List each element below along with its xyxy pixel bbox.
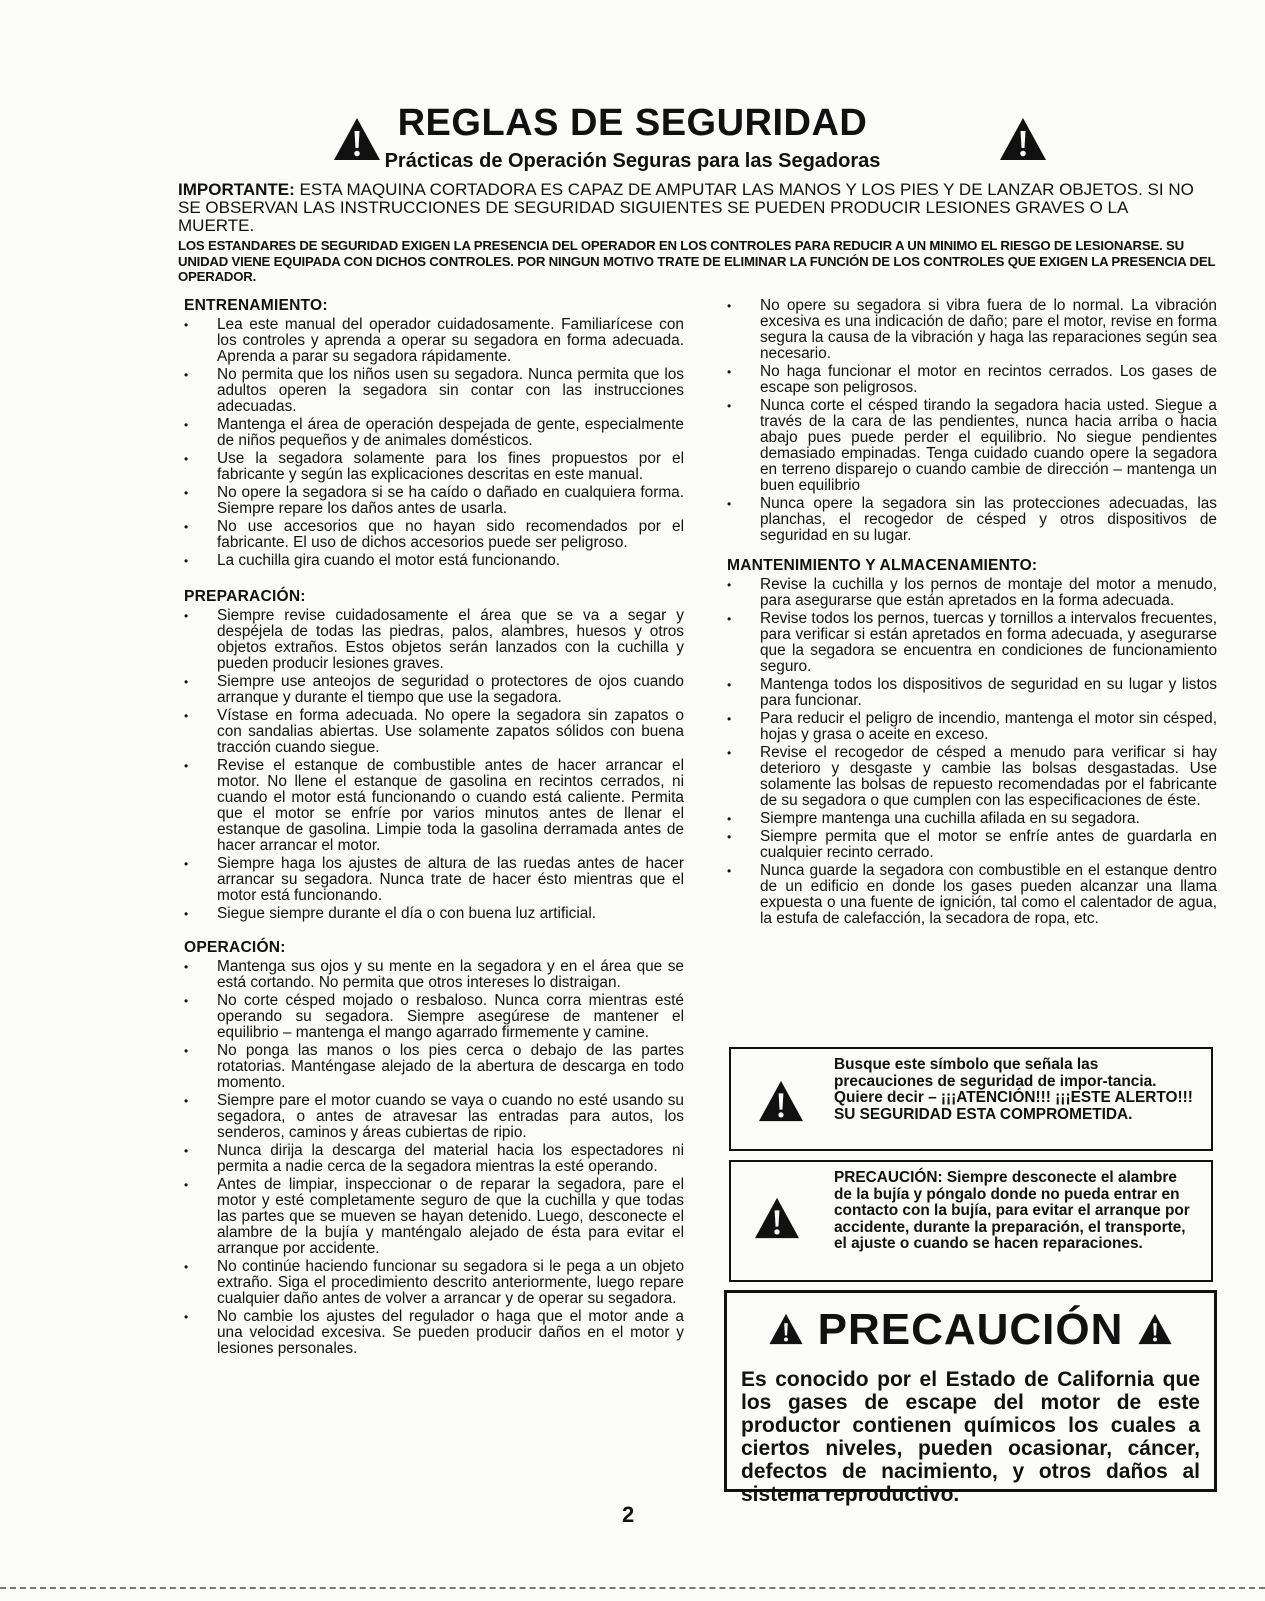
list-item: • La cuchilla gira cuando el motor está funcionando. (184, 553, 684, 569)
list-item: • Nunca dirija la descarga del material hacia los espectadores ni permita a nadie cerca de la segadora mientras la esté operando. (184, 1143, 684, 1175)
preparation-list (184, 608, 684, 922)
list-item: • No continúe haciendo funcionar su segadora si le pega a un objeto extraño. Siga el procedimiento descrito anteriormente, luego repare cualquier daño antes de volver a arrancar y de operar su segadora. (184, 1259, 684, 1307)
standards-notice: LOS ESTANDARES DE SEGURIDAD EXIGEN LA PRESENCIA DEL OPERADOR EN LOS CONTROLES PARA REDUCIR A UN MINIMO EL RIESGO DE LESIONARSE. SU UNIDAD VIENE EQUIPADA CON DICHOS CONTROLES. POR NINGUN MOTIVO TRATE DE ELIMINAR LA FUNCIÓN DE LOS CONTROLES QUE EXIGEN LA PRESENCIA DEL OPERADOR. (178, 238, 1216, 284)
california-warning-heading (727, 1305, 1214, 1355)
warning-triangle-icon (753, 1196, 801, 1240)
warning-triangle-icon (757, 1079, 805, 1123)
page-number: 2 (622, 1502, 635, 1527)
warning-triangle-icon (768, 1312, 804, 1346)
list-item: • Siempre mantenga una cuchilla afilada en su segadora. (727, 811, 1217, 827)
list-item: • Siempre use anteojos de seguridad o protectores de ojos cuando arranque y durante el tiempo que use la segadora. (184, 674, 684, 706)
list-item: • Mantenga el área de operación despejada de gente, especialmente de niños pequeños y de animales domésticos. (184, 417, 684, 449)
operation-continued-list (727, 298, 1217, 544)
safety-symbol-notice-box (729, 1047, 1213, 1151)
training-list (184, 317, 684, 569)
list-item: • No cambie los ajustes del regulador o haga que el motor ande a una velocidad excesiva. Se pueden producir daños en el motor y lesiones personales. (184, 1309, 684, 1357)
operation-list (184, 959, 684, 1357)
list-item: • Siempre haga los ajustes de altura de las ruedas antes de hacer arrancar su segadora. Nunca trate de hacer ésto mientras que el motor está funcionando. (184, 856, 684, 904)
list-item: • No permita que los niños usen su segadora. Nunca permita que los adultos operen la segadora sin contar con las instrucciones adecuadas. (184, 367, 684, 415)
page-edge-divider (0, 1587, 1265, 1591)
section-heading-maintenance: MANTENIMIENTO Y ALMACENAMIENTO: (727, 557, 1038, 574)
list-item: • Siegue siempre durante el día o con buena luz artificial. (184, 906, 684, 922)
list-item: • Nunca corte el césped tirando la segadora hacia usted. Siegue a través de la cara de las pendientes, nunca hacia arriba o hacia abajo pues puede perder el equilibrio. No siegue pendientes demasiado empinadas. Tenga cuidado cuando opere la segadora en terreno disparejo o cuando cambie de dirección – mantenga un buen equilibrio (727, 398, 1217, 494)
list-item: • No opere la segadora si se ha caído o dañado en cualquiera forma. Siempre repare los daños antes de usarla. (184, 485, 684, 517)
list-item: • No use accesorios que no hayan sido recomendados por el fabricante. El uso de dichos accesorios puede ser peligroso. (184, 519, 684, 551)
list-item: • Antes de limpiar, inspeccionar o de reparar la segadora, pare el motor y esté completamente seguro de que la cuchilla y que todas las partes que se mueven se hayan detenido. Luego, desconecte el alambre de la bujía y manténgalo alejado de ésta para evitar el arranque por accidente. (184, 1177, 684, 1257)
list-item: • Revise todos los pernos, tuercas y tornillos a intervalos frecuentes, para verificar si están apretados en forma adecuada, y asegurarse que la segadora se encuentra en condiciones de funcionamiento seguro. (727, 611, 1217, 675)
left-column (184, 298, 684, 1367)
list-item: • Vístase en forma adecuada. No opere la segadora sin zapatos o con sandalias abiertas. Use solamente zapatos sólidos con buena tracción cuando siegue. (184, 708, 684, 756)
section-heading-preparation: PREPARACIÓN: (184, 588, 306, 605)
safety-symbol-notice-text: Busque este símbolo que señala las precauciones de seguridad de impor-tancia. Quiere decir – ¡¡¡ATENCIÓN!!! ¡¡¡ESTE ALERTO!!! SU SEGURIDAD ESTA COMPROMETIDA. (834, 1056, 1193, 1123)
list-item: • Revise el estanque de combustible antes de hacer arrancar el motor. No llene el estanque de gasolina en recintos cerrados, ni cuando el motor está funcionando o cuando está caliente. Permita que el motor se enfríe por varios minutos antes de llenar el estanque de gasolina. Limpie toda la gasolina derramada antes de hacer arrancar el motor. (184, 758, 684, 854)
california-warning-title: PRECAUCIÓN (817, 1305, 1124, 1354)
california-warning-box (724, 1290, 1217, 1506)
list-item: • Nunca opere la segadora sin las protecciones adecuadas, las planchas, el recogedor de césped y otros dispositivos de seguridad en su lugar. (727, 496, 1217, 544)
list-item: • Siempre pare el motor cuando se vaya o cuando no esté usando su segadora, o antes de atravesar las entradas para autos, los senderos, caminos y áreas cubiertas de ripio. (184, 1093, 684, 1141)
warning-triangle-icon (998, 116, 1048, 162)
list-item: • Siempre permita que el motor se enfríe antes de guardarla en cualquier recinto cerrado. (727, 829, 1217, 861)
maintenance-list (727, 577, 1217, 927)
list-item: • Nunca guarde la segadora con combustible en el estanque dentro de un edificio en donde los gases pueden alcanzar una llama expuesta o una fuente de ignición, tal como el calentador de agua, la estufa de calefacción, la secadora de ropa, etc. (727, 863, 1217, 927)
list-item: • No opere su segadora si vibra fuera de lo normal. La vibración excesiva es una indicación de daño; pare el motor, revise en forma segura la causa de la vibración y haga las reparaciones según sea necesario. (727, 298, 1217, 362)
list-item: • Revise el recogedor de césped a menudo para verificar si hay deterioro y desgaste y cambie las bolsas desgastadas. Use solamente las bolsas de repuesto recomendadas por el fabricante de su segadora o que cumplen con las especificaciones de éste. (727, 745, 1217, 809)
right-column (727, 298, 1217, 937)
list-item: • Use la segadora solamente para los fines propuestos por el fabricante y según las explicaciones descritas en este manual. (184, 451, 684, 483)
caution-box-text: PRECAUCIÓN: Siempre desconecte el alambre de la bujía y póngalo donde no pueda entrar en contacto con la bujía, para evitar el arranque por accidente, durante la preparación, el transporte, el ajuste o cuando se hacen reparaciones. (834, 1169, 1190, 1252)
page-title: REGLAS DE SEGURIDAD (397, 102, 868, 144)
list-item: • Siempre revise cuidadosamente el área que se va a segar y despéjela de todas las piedras, palos, alambres, huesos y otros objetos extraños. Estos objetos serán lanzados con la cuchilla y pueden producir lesiones graves. (184, 608, 684, 672)
california-warning-text: Es conocido por el Estado de California que los gases de escape del motor de este productor contienen químicos los cuales a ciertos niveles, pueden ocasionar, cáncer, defectos de nacimiento, y otros daños al sistema reproductivo. (741, 1368, 1200, 1506)
important-label: IMPORTANTE: (178, 180, 295, 199)
list-item: • No haga funcionar el motor en recintos cerrados. Los gases de escape son peligrosos. (727, 364, 1217, 396)
warning-triangle-icon (1137, 1312, 1173, 1346)
section-heading-training: ENTRENAMIENTO: (184, 297, 328, 314)
list-item: • Revise la cuchilla y los pernos de montaje del motor a menudo, para asegurarse que están apretados en la forma adecuada. (727, 577, 1217, 609)
list-item: • Para reducir el peligro de incendio, mantenga el motor sin césped, hojas y grasa o aceite en exceso. (727, 711, 1217, 743)
important-notice (178, 181, 1208, 235)
list-item: • No corte césped mojado o resbaloso. Nunca corra mientras esté operando su segadora. Siempre asegúrese de mantener el equilibrio – mantenga el mango agarrado firmemente y camine. (184, 993, 684, 1041)
list-item: • Mantenga todos los dispositivos de seguridad en su lugar y listos para funcionar. (727, 677, 1217, 709)
caution-box (729, 1160, 1213, 1282)
important-text: ESTA MAQUINA CORTADORA ES CAPAZ DE AMPUTAR LAS MANOS Y LOS PIES Y DE LANZAR OBJETOS. SI NO SE OBSERVAN LAS INSTRUCCIONES DE SEGURIDAD SIGUIENTES SE PUEDEN PRODUCIR LESIONES GRAVES O LA MUERTE. (178, 180, 1194, 235)
section-heading-operation: OPERACIÓN: (184, 939, 286, 956)
page-subtitle: Prácticas de Operación Seguras para las Segadoras (384, 150, 881, 172)
list-item: • Mantenga sus ojos y su mente en la segadora y en el área que se está cortando. No permita que otros intereses lo distraigan. (184, 959, 684, 991)
list-item: • No ponga las manos o los pies cerca o debajo de las partes rotatorias. Manténgase alejado de la abertura de descarga en todo momento. (184, 1043, 684, 1091)
list-item: • Lea este manual del operador cuidadosamente. Familiarícese con los controles y aprenda a operar su segadora en forma adecuada. Aprenda a parar su segadora rápidamente. (184, 317, 684, 365)
